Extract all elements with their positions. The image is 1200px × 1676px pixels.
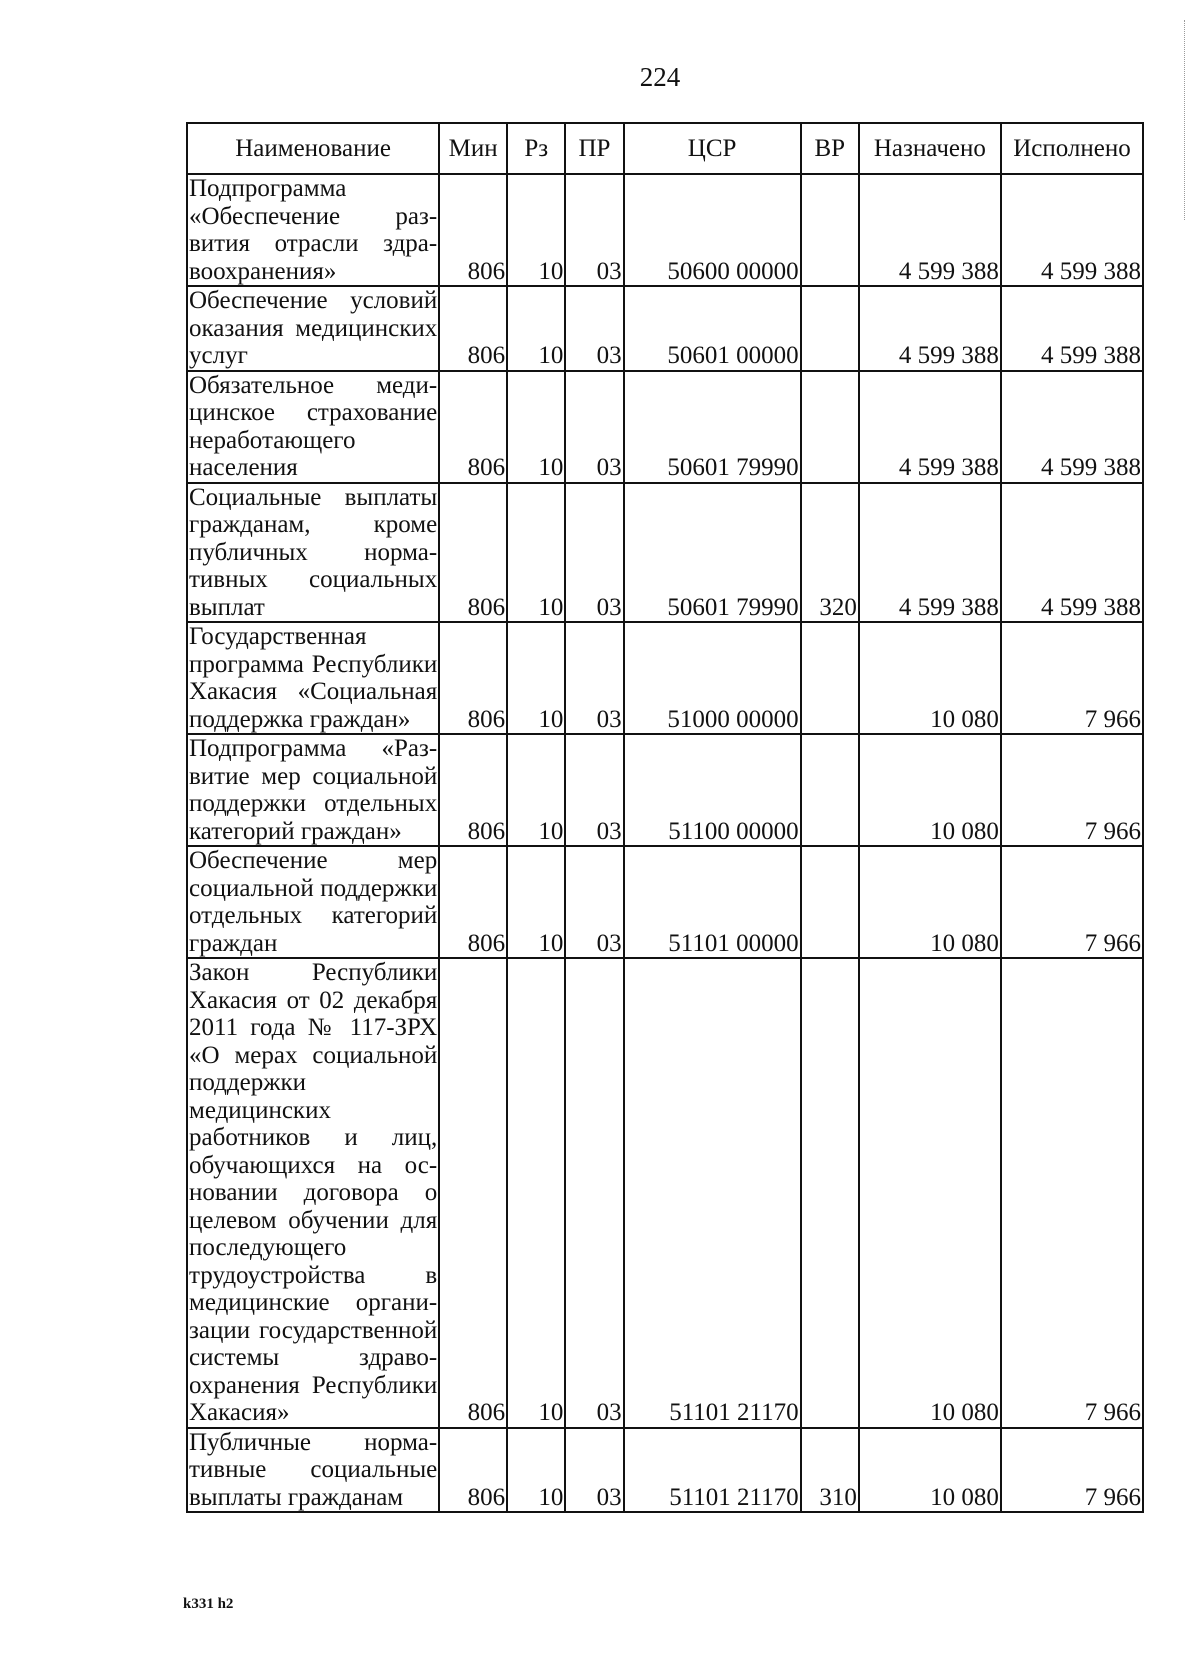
row-name: Обеспечение условий оказания медицинских услуг <box>189 287 438 369</box>
row-assigned: 4 599 388 <box>859 371 1001 483</box>
row-rz: 10 <box>507 734 565 846</box>
row-name: Социальные выплаты гражданам, кроме публичных нормативных социальных выплат <box>189 483 438 621</box>
row-vr <box>801 286 859 371</box>
row-name: Обязательное медицинское страхование неработающего населения <box>189 371 438 481</box>
row-csr: 51000 00000 <box>624 622 801 734</box>
footer-code: k331 h2 <box>183 1596 234 1612</box>
row-csr: 50601 79990 <box>624 483 801 623</box>
row-vr: 320 <box>801 483 859 623</box>
row-name: Подпрограмма «Обеспечение развития отрасли здравоохранения» <box>189 175 438 285</box>
row-assigned: 10 080 <box>859 1428 1001 1513</box>
table-row <box>187 622 1143 734</box>
row-executed: 4 599 388 <box>1001 483 1143 623</box>
row-name: Закон Республики Хакасия от 02 декабря 2011 года № 117-ЗРХ «О мерах социальной поддержки медицинских работников и лиц, обучающихся на основании договора о целевом обучении для последующего трудоустройства в медицинские организации государственной системы здравоохранения Республики Хакасия» <box>189 959 438 1426</box>
header-min: Мин <box>439 123 507 174</box>
row-min: 806 <box>439 846 507 958</box>
row-assigned: 10 080 <box>859 958 1001 1428</box>
row-executed: 7 966 <box>1001 846 1143 958</box>
row-rz: 10 <box>507 846 565 958</box>
row-assigned: 10 080 <box>859 622 1001 734</box>
row-assigned: 10 080 <box>859 846 1001 958</box>
header-executed: Исполнено <box>1001 123 1143 174</box>
row-executed: 7 966 <box>1001 734 1143 846</box>
row-pr: 03 <box>565 622 623 734</box>
table-header-row <box>187 123 1143 174</box>
row-rz: 10 <box>507 1428 565 1513</box>
row-assigned: 10 080 <box>859 734 1001 846</box>
row-min: 806 <box>439 286 507 371</box>
row-min: 806 <box>439 371 507 483</box>
budget-table <box>186 122 1144 1513</box>
row-name: Публичные нормативные социальные выплаты гражданам <box>189 1428 438 1511</box>
scan-margin-mark <box>1184 20 1188 220</box>
table-row <box>187 483 1143 623</box>
row-min: 806 <box>439 174 507 286</box>
row-vr: 310 <box>801 1428 859 1513</box>
row-executed: 7 966 <box>1001 1428 1143 1513</box>
table-row <box>187 1428 1143 1513</box>
row-min: 806 <box>439 483 507 623</box>
row-rz: 10 <box>507 622 565 734</box>
table-row <box>187 734 1143 846</box>
table-row <box>187 846 1143 958</box>
row-vr <box>801 958 859 1428</box>
row-min: 806 <box>439 734 507 846</box>
row-rz: 10 <box>507 371 565 483</box>
row-csr: 50601 00000 <box>624 286 801 371</box>
row-pr: 03 <box>565 734 623 846</box>
row-pr: 03 <box>565 174 623 286</box>
row-pr: 03 <box>565 958 623 1428</box>
row-executed: 7 966 <box>1001 958 1143 1428</box>
row-rz: 10 <box>507 286 565 371</box>
row-executed: 7 966 <box>1001 622 1143 734</box>
row-pr: 03 <box>565 286 623 371</box>
row-min: 806 <box>439 958 507 1428</box>
row-assigned: 4 599 388 <box>859 483 1001 623</box>
row-csr: 50601 79990 <box>624 371 801 483</box>
row-assigned: 4 599 388 <box>859 174 1001 286</box>
row-rz: 10 <box>507 958 565 1428</box>
row-min: 806 <box>439 1428 507 1513</box>
row-pr: 03 <box>565 1428 623 1513</box>
header-assigned: Назначено <box>859 123 1001 174</box>
header-pr: ПР <box>565 123 623 174</box>
row-rz: 10 <box>507 483 565 623</box>
row-pr: 03 <box>565 371 623 483</box>
row-executed: 4 599 388 <box>1001 286 1143 371</box>
row-executed: 4 599 388 <box>1001 174 1143 286</box>
header-rz: Рз <box>507 123 565 174</box>
table-row <box>187 174 1143 286</box>
table-row <box>187 371 1143 483</box>
row-csr: 51101 21170 <box>624 958 801 1428</box>
header-name: Наименование <box>187 123 439 174</box>
row-vr <box>801 371 859 483</box>
row-executed: 4 599 388 <box>1001 371 1143 483</box>
row-csr: 51101 00000 <box>624 846 801 958</box>
row-vr <box>801 846 859 958</box>
table-row <box>187 958 1143 1428</box>
row-vr <box>801 734 859 846</box>
row-name: Государственная программа Республики Хакасия «Социальная поддержка граждан» <box>189 623 438 733</box>
row-csr: 50600 00000 <box>624 174 801 286</box>
row-csr: 51100 00000 <box>624 734 801 846</box>
row-assigned: 4 599 388 <box>859 286 1001 371</box>
header-csr: ЦСР <box>624 123 801 174</box>
table-row <box>187 286 1143 371</box>
row-pr: 03 <box>565 483 623 623</box>
row-csr: 51101 21170 <box>624 1428 801 1513</box>
row-name: Обеспечение мер социальной поддержки отдельных категорий граждан <box>189 847 438 957</box>
row-vr <box>801 622 859 734</box>
row-pr: 03 <box>565 846 623 958</box>
row-name: Подпрограмма «Развитие мер социальной поддержки отдельных категорий граждан» <box>189 735 438 845</box>
row-min: 806 <box>439 622 507 734</box>
row-vr <box>801 174 859 286</box>
row-rz: 10 <box>507 174 565 286</box>
page-number: 224 <box>639 62 681 92</box>
header-vr: ВР <box>801 123 859 174</box>
